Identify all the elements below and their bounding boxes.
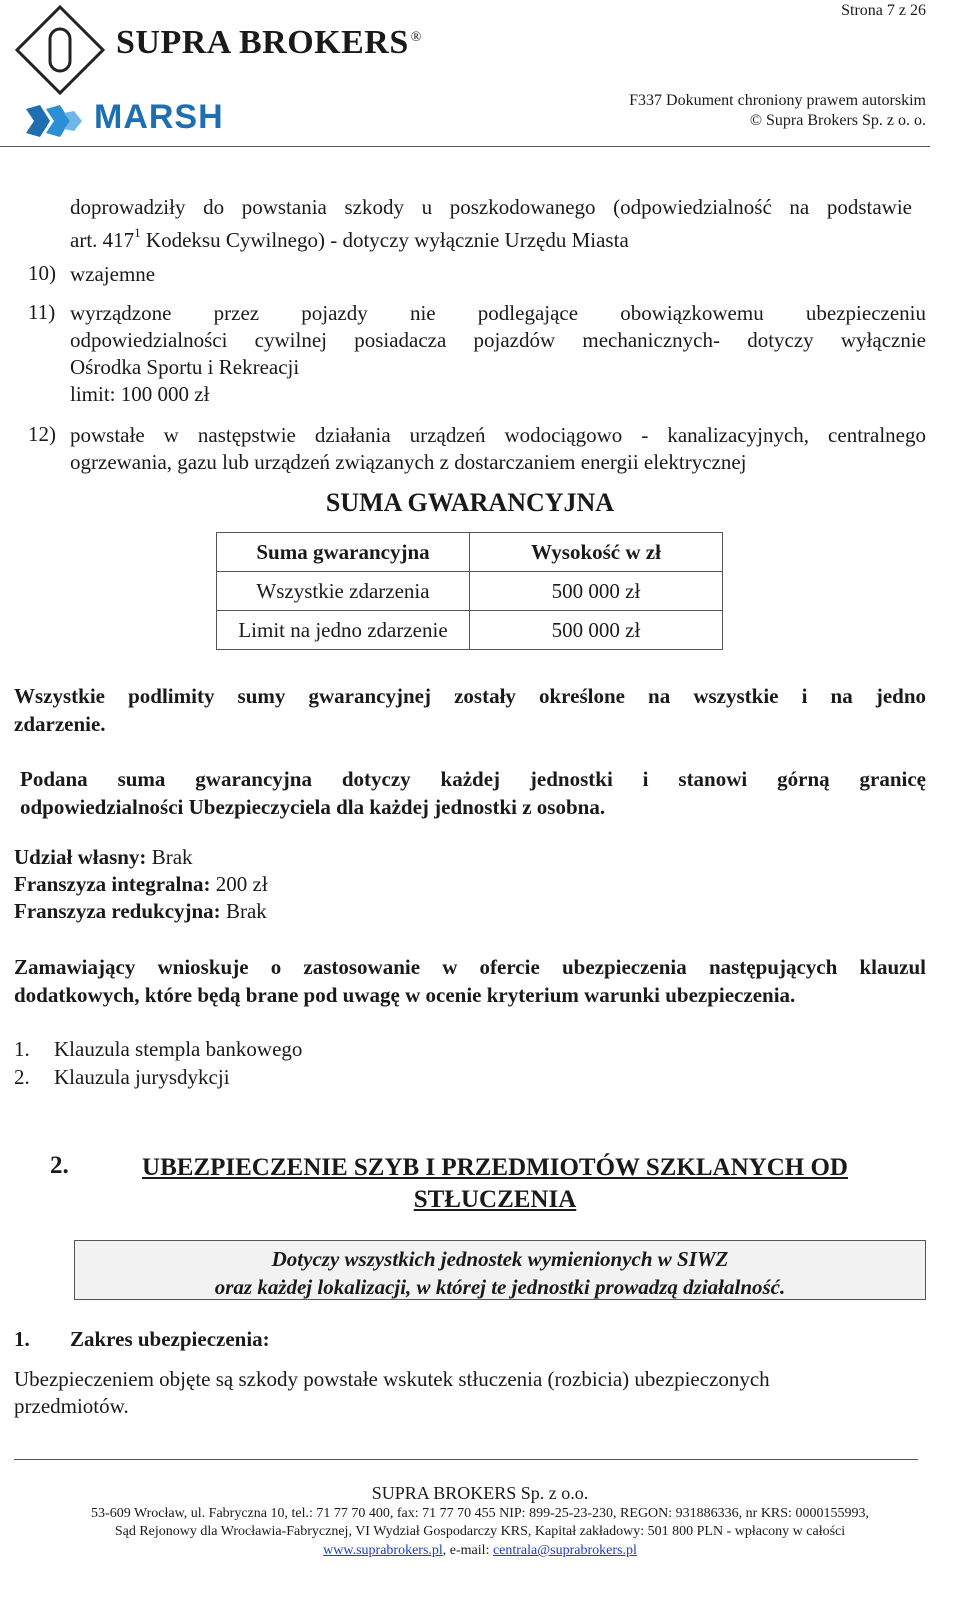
- given-sum-note-line-1: Podana suma gwarancyjna dotyczy każdej jednostki i stanowi górną granicę: [20, 767, 926, 791]
- supra-brokers-logo-icon: [15, 5, 105, 95]
- marsh-wordmark: MARSH: [94, 98, 224, 136]
- brand-name: SUPRA BROKERS ®: [116, 24, 422, 61]
- intro-line-1: doprowadziły do powstania szkody u poszkodowanego (odpowiedzialność na podstawie: [70, 195, 912, 219]
- footer-address: 53-609 Wrocław, ul. Fabryczna 10, tel.: 71 77 70 400, fax: 71 77 70 455 NIP: 899-25-23-230, REGON: 931886336, nr KRS: 0000155993,: [91, 1506, 869, 1521]
- sublimits-note-line-1: Wszystkie podlimity sumy gwarancyjnej zostały określone na wszystkie i na jedno: [14, 684, 926, 708]
- table-cell: 500 000 zł: [470, 611, 723, 650]
- list-item: [70, 261, 926, 288]
- applicability-line-1: Dotyczy wszystkich jednostek wymienionych w SIWZ: [271, 1247, 729, 1271]
- list-item-number: 11): [28, 300, 56, 324]
- scope-text-line-1: Ubezpieczeniem objęte są szkody powstałe wskutek stłuczenia (rozbicia) ubezpieczonych: [14, 1367, 770, 1391]
- scope-title: Zakres ubezpieczenia:: [70, 1327, 270, 1351]
- clauses-intro-line-2: dodatkowych, które będą brane pod uwagę w ocenie kryterium warunki ubezpieczenia.: [14, 983, 796, 1007]
- list-item-text: wzajemne: [70, 262, 156, 286]
- list-item: [70, 300, 926, 408]
- email-label: , e-mail:: [442, 1543, 493, 1558]
- deductible-reduction: Franszyza redukcyjna: Brak: [14, 899, 267, 923]
- list-item-text: ogrzewania, gazu lub urządzeń związanych z dostarczaniem energii elektrycznej: [70, 450, 747, 474]
- page-number: Strona 7 z 26: [841, 2, 926, 19]
- table-row: [217, 572, 723, 611]
- list-item-number: 10): [28, 261, 56, 285]
- clause-number: 2.: [14, 1065, 30, 1089]
- table-header-row: [217, 533, 723, 572]
- given-sum-note-line-2: odpowiedzialności Ubezpieczyciela dla każdej jednostki z osobna.: [20, 795, 606, 819]
- footer-contact: [0, 1543, 960, 1559]
- deductible-own-share: Udział własny: Brak: [14, 845, 193, 869]
- section-title-line-2: STŁUCZENIA: [413, 1186, 577, 1213]
- section-number: 2.: [50, 1152, 69, 1179]
- applicability-line-2: oraz każdej lokalizacji, w której te jednostki prowadzą działalność.: [214, 1275, 786, 1299]
- scope-number: 1.: [14, 1327, 30, 1351]
- footer-company: SUPRA BROKERS Sp. z o.o.: [371, 1483, 589, 1503]
- footer-registry: Sąd Rejonowy dla Wrocławia-Fabrycznej, VI Wydział Gospodarczy KRS, Kapitał zakładowy: 501 800 PLN - wpłacony w całości: [114, 1524, 846, 1539]
- scope-text-line-2: przedmiotów.: [14, 1394, 129, 1418]
- clause-number: 1.: [14, 1037, 30, 1061]
- table-cell: Limit na jedno zdarzenie: [217, 611, 470, 650]
- section-title-line-1: UBEZPIECZENIE SZYB I PRZEDMIOTÓW SZKLANYCH OD: [142, 1154, 848, 1181]
- copyright-owner: © Supra Brokers Sp. z o. o.: [749, 112, 926, 129]
- table-header-cell: Suma gwarancyjna: [217, 533, 470, 572]
- sublimits-note-line-2: zdarzenie.: [14, 712, 106, 736]
- section-title: [100, 1152, 890, 1216]
- guarantee-table: [216, 532, 723, 650]
- email-link[interactable]: centrala@suprabrokers.pl: [492, 1543, 637, 1558]
- list-item-text: powstałe w następstwie działania urządzeń wodociągowo - kanalizacyjnych, centralnego: [70, 423, 926, 447]
- list-item-limit: limit: 100 000 zł: [70, 382, 210, 406]
- list-item: [70, 422, 926, 476]
- list-item-text: odpowiedzialności cywilnej posiadacza pojazdów mechanicznych- dotyczy wyłącznie: [70, 328, 926, 352]
- guarantee-title: SUMA GWARANCYJNA: [325, 488, 615, 517]
- table-header-cell: Wysokość w zł: [470, 533, 723, 572]
- table-cell: 500 000 zł: [470, 572, 723, 611]
- footer-divider: [14, 1459, 918, 1460]
- applicability-box: [74, 1240, 926, 1300]
- website-link[interactable]: www.suprabrokers.pl: [323, 1543, 443, 1558]
- list-item-number: 12): [28, 422, 56, 446]
- clauses-intro-line-1: Zamawiający wnioskuje o zastosowanie w ofercie ubezpieczenia następujących klauzul: [14, 955, 926, 979]
- marsh-logo-icon: [24, 103, 84, 139]
- header-divider: [0, 146, 930, 147]
- copyright-notice: F337 Dokument chroniony prawem autorskim: [629, 92, 926, 109]
- intro-line-2: art. $417^1$ Kodeksu Cywilnego) - dotyczy wyłącznie Urzędu Miasta: [70, 225, 629, 252]
- deductible-integral: Franszyza integralna: 200 zł: [14, 872, 268, 896]
- table-row: [217, 611, 723, 650]
- clause-item: Klauzula jurysdykcji: [54, 1065, 230, 1089]
- list-item-text: wyrządzone przez pojazdy nie podlegające obowiązkowemu ubezpieczeniu: [70, 301, 926, 325]
- list-item-text: Ośrodka Sportu i Rekreacji: [70, 355, 300, 379]
- clause-item: Klauzula stempla bankowego: [54, 1037, 303, 1061]
- table-cell: Wszystkie zdarzenia: [217, 572, 470, 611]
